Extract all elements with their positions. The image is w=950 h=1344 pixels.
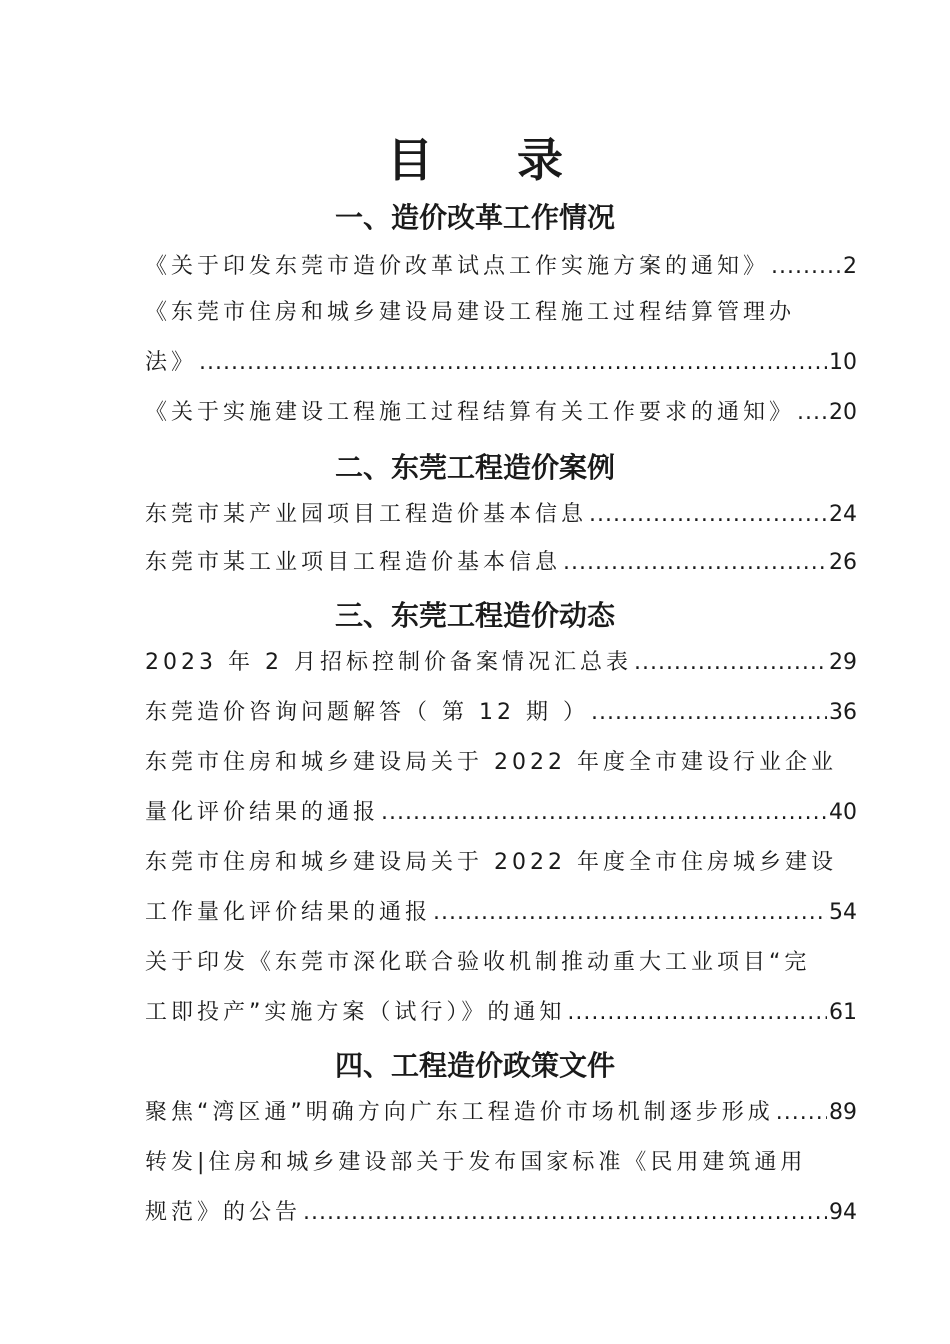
toc-entry[interactable] [145,1098,857,1128]
entry-title: 《关于实施建设工程施工过程结算有关工作要求的通知》 [145,400,796,425]
page-number: 89 [829,1100,857,1125]
leader-dots [771,252,841,282]
toc-entry[interactable] [145,798,857,828]
leader-dots [381,798,827,828]
entry-title[interactable]: 东莞市住房和城乡建设局关于 2022 年度全市建设行业企业 [145,750,837,775]
page-number: 2 [843,254,857,279]
leader-dots [797,398,827,428]
entry-title[interactable]: 东莞市住房和城乡建设局关于 2022 年度全市住房城乡建设 [145,850,837,875]
leader-dots [433,898,827,928]
toc-entry[interactable] [145,698,857,728]
leader-dots [563,548,827,578]
entry-title-cont: 量化评价结果的通报 [145,800,380,825]
toc-entry[interactable] [145,898,857,928]
page-number: 26 [829,550,857,575]
entry-title: 《关于印发东莞市造价改革试点工作实施方案的通知》 [145,254,770,279]
toc-entry[interactable] [145,398,857,428]
entry-title: 东莞造价咨询问题解答（ 第 12 期 ） [145,700,589,725]
entry-title: 东莞市某工业项目工程造价基本信息 [145,550,562,575]
page-number: 10 [829,350,857,375]
leader-dots [303,1198,827,1228]
entry-title-cont: 法》 [145,350,198,375]
entry-title: 东莞市某产业园项目工程造价基本信息 [145,502,588,527]
page-number: 40 [829,800,857,825]
leader-dots [199,348,827,378]
toc-entry[interactable] [145,548,857,578]
section-heading: 三、东莞工程造价动态 [334,599,615,632]
entry-title: 2023 年 2 月招标控制价备案情况汇总表 [145,650,632,675]
entry-title-cont: 规范》的公告 [145,1200,302,1225]
page-number: 20 [829,400,857,425]
page-number: 61 [829,1000,857,1025]
leader-dots [589,500,827,530]
entry-title-cont: 工作量化评价结果的通报 [145,900,432,925]
entry-title: 聚焦“湾区通”明确方向广东工程造价市场机制逐步形成 [145,1100,774,1125]
page-number: 54 [829,900,857,925]
leader-dots [591,698,827,728]
toc-entry[interactable] [145,252,857,282]
toc-entry[interactable] [145,348,857,378]
section-heading: 四、工程造价政策文件 [334,1049,615,1082]
leader-dots [567,998,827,1028]
page-number: 94 [829,1200,857,1225]
leader-dots [776,1098,827,1128]
entry-title-cont: 工即投产”实施方案（试行）》的通知 [145,1000,566,1025]
toc-entry[interactable] [145,998,857,1028]
page-number: 29 [829,650,857,675]
page-number: 36 [829,700,857,725]
page-title: 目 录 [386,133,597,187]
section-heading: 二、东莞工程造价案例 [334,451,615,484]
entry-title[interactable]: 《东莞市住房和城乡建设局建设工程施工过程结算管理办 [145,300,796,325]
toc-entry[interactable] [145,500,857,530]
entry-title[interactable]: 转发|住房和城乡建设部关于发布国家标准《民用建筑通用 [145,1150,807,1175]
entry-title[interactable]: 关于印发《东莞市深化联合验收机制推动重大工业项目“完 [145,950,811,975]
page-number: 24 [829,502,857,527]
toc-entry[interactable] [145,1198,857,1228]
toc-entry[interactable] [145,648,857,678]
section-heading: 一、造价改革工作情况 [334,201,615,234]
leader-dots [634,648,827,678]
